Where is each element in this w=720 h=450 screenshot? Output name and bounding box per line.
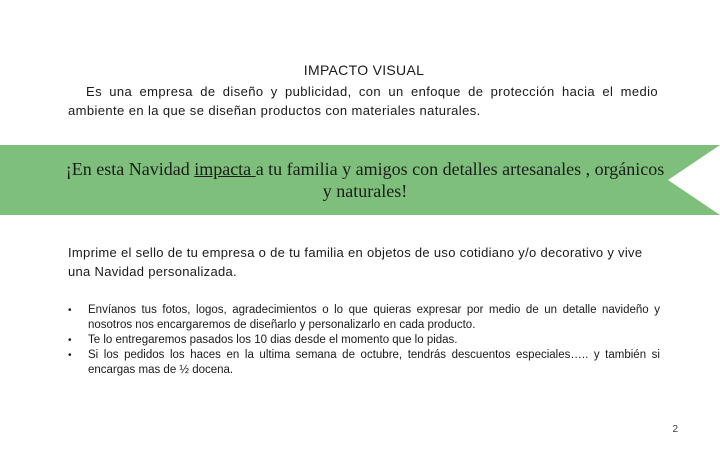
- list-item: [68, 303, 660, 333]
- banner-text-underlined: impacta: [194, 159, 256, 179]
- banner-text: [60, 158, 670, 202]
- bullet-icon: •: [68, 350, 72, 361]
- list-item-text: Si los pedidos los haces en la ultima semana de octubre, tendrás descuentos especiales….. y también si encargas mas de ½ docena.: [88, 349, 660, 376]
- list-item-text: Te lo entregaremos pasados los 10 dias desde el momento que lo pidas.: [88, 334, 458, 346]
- banner-text-part2: a tu familia y amigos con detalles artesanales , orgánicos y naturales!: [255, 159, 665, 201]
- bullet-icon: •: [68, 305, 72, 316]
- intro-text: Es una empresa de diseño y publicidad, con un enfoque de protección hacia el medio ambiente en la que se diseñan productos con materiales naturales.: [68, 84, 658, 118]
- list-item: [68, 333, 660, 348]
- list-item: [68, 348, 660, 378]
- bullet-list: [68, 303, 660, 378]
- body-paragraph: Imprime el sello de tu empresa o de tu familia en objetos de uso cotidiano y/o decorativo y vive una Navidad personalizada.: [68, 245, 643, 279]
- bullet-icon: •: [68, 335, 72, 346]
- banner-text-part1: ¡En esta Navidad: [65, 159, 195, 179]
- list-item-text: Envíanos tus fotos, logos, agradecimientos o lo que quieras expresar por medio de un detalle navideño y nosotros nos encargaremos de diseñarlo y personalizarlo en cada producto.: [88, 304, 660, 331]
- page-number: 2: [672, 424, 678, 435]
- green-banner: [0, 145, 720, 215]
- slide-title: IMPACTO VISUAL: [303, 62, 425, 78]
